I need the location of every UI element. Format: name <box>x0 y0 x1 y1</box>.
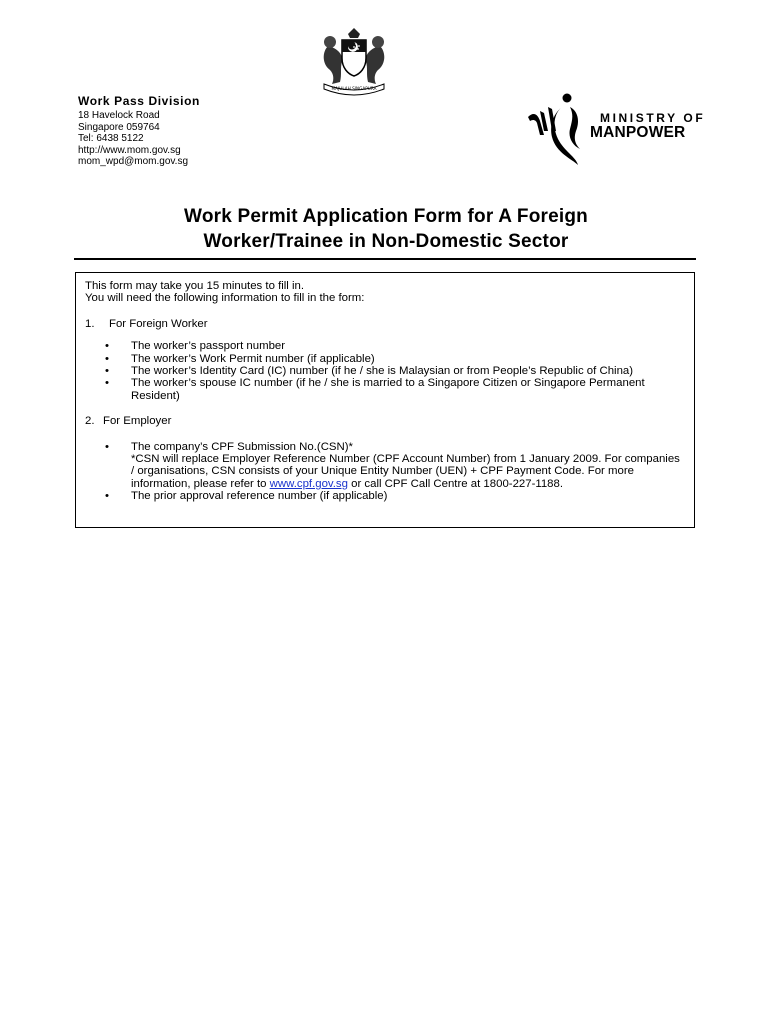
csn-item-label: The company’s CPF Submission No.(CSN)* <box>131 440 353 453</box>
csn-note-text: *CSN will replace Employer Reference Number (CPF Account Number) from 1 January 2009. For companies / organisations, CSN consists of your Unique Entity Number (UEN) + CPF Payment Code. For more information, please refer to <box>131 453 680 490</box>
list-item: • The worker’s spouse IC number (if he / she is married to a Singapore Citizen or Singapore Permanent Resident) <box>85 377 684 402</box>
address-line: 18 Havelock Road <box>78 110 160 121</box>
employer-list <box>85 441 684 503</box>
section-number: 2. <box>85 415 95 428</box>
address-website: http://www.mom.gov.sg <box>78 144 181 156</box>
list-item: • The prior approval reference number (if applicable) <box>85 490 684 502</box>
section-number: 1. <box>85 317 95 330</box>
form-title <box>74 205 698 254</box>
section-heading: For Employer <box>103 415 172 428</box>
intro-text <box>85 280 684 305</box>
section-heading: For Foreign Worker <box>109 317 208 330</box>
division-block <box>78 94 200 168</box>
list-item: • The worker’s passport number <box>85 340 684 352</box>
form-title-line1: Work Permit Application Form for A Foreign <box>184 206 588 227</box>
singapore-crest-icon <box>318 26 390 96</box>
form-title-line2: Worker/Trainee in Non-Domestic Sector <box>203 230 569 252</box>
section-employer-heading <box>85 415 684 427</box>
address-email: mom_wpd@mom.gov.sg <box>78 156 188 168</box>
address-phone: Tel: 6438 5122 <box>78 133 144 145</box>
mom-logo-line1: MINISTRY OF <box>600 111 706 125</box>
list-item-csn <box>85 441 684 491</box>
mom-logo-line2: MANPOWER <box>590 124 686 141</box>
csn-note <box>131 453 684 490</box>
csn-note-contact: or call CPF Call Centre at 1800-227-1188. <box>347 477 564 490</box>
address-line: Singapore 059764 <box>78 121 160 133</box>
information-box <box>75 272 695 528</box>
cpf-website-link[interactable]: www.cpf.gov.sg <box>269 477 348 490</box>
intro-line2: You will need the following information to fill in the form: <box>85 292 365 305</box>
svg-text:MAJULAH SINGAPURA: MAJULAH SINGAPURA <box>331 86 377 91</box>
list-item: • The worker’s Identity Card (IC) number (if he / she is Malaysian or from People’s Republic of China) <box>85 365 684 377</box>
intro-line1: This form may take you 15 minutes to fill in. <box>85 280 305 292</box>
title-divider <box>74 258 696 260</box>
division-title: Work Pass Division <box>78 94 200 108</box>
foreign-worker-list <box>85 340 684 402</box>
list-item: • The worker’s Work Permit number (if applicable) <box>85 353 684 365</box>
section-foreign-worker-heading <box>85 318 684 330</box>
